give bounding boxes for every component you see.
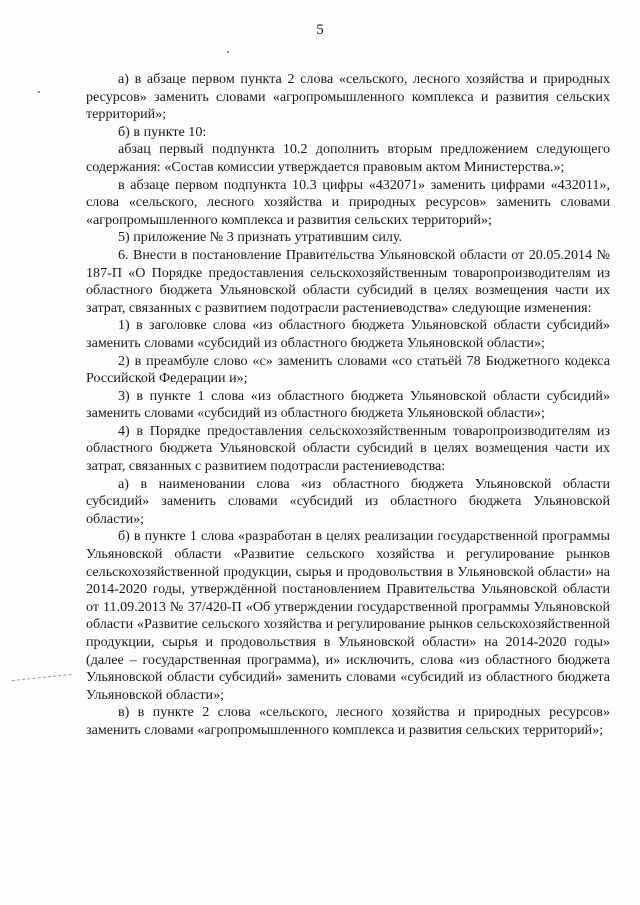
paragraph-item-6: 6. Внести в постановление Правительства Ульяновской области от 20.05.2014 № 187-П «О Порядке предоставления сельскохозяйственным товаропроизводителям из областного бюджета Ульяновской области субсидий в целях возмещения части их затрат, связанных с развитием подотрасли растениеводства» следующие изменения: <box>86 246 610 316</box>
paragraph-5b: б) в пункте 10: <box>118 123 207 140</box>
paragraph-6-4b: б) в пункте 1 слова «разработан в целях реализации государственной программы Ульяновской области «Развитие сельского хозяйства и регулирование рынков сельскохозяйственной продукции, сырья и продовольствия в Ульяновской области» на 2014-2020 годы, утверждённой постановлением Правительства Ульяновской области от 11.09.2013 № 37/420-П «Об утверждении государственной программы Ульяновской области «Развитие сельского хозяйства и регулирование рынков сельскохозяйственной продукции, сырья и продовольствия в Ульяновской области» на 2014-2020 годы» (далее – государственная программа), и» исключить, слова «из областного бюджета Ульяновской области субсидий» заменить словами «субсидий из областного бюджета Ульяновской области»; <box>86 528 610 703</box>
paragraph-6-3: 3) в пункте 1 слова «из областного бюджета Ульяновской области субсидий» заменить словами «субсидий из областного бюджета Ульяновской области»; <box>86 387 610 422</box>
paragraph-6-4a: а) в наименовании слова «из областного бюджета Ульяновской области субсидий» заменить словами «субсидий из областного бюджета Ульяновской области»; <box>86 475 610 527</box>
paragraph-10-2: абзац первый подпункта 10.2 дополнить вторым предложением следующего содержания: «Состав комиссии утверждается правовым актом Министерства.»; <box>86 141 610 175</box>
paragraph-item-5: 5) приложение № 3 признать утратившим силу. <box>118 229 403 246</box>
scan-speck <box>227 51 229 53</box>
page-number: 5 <box>316 22 324 38</box>
paragraph-6-1: 1) в заголовке слова «из областного бюджета Ульяновской области субсидий» заменить словами «субсидий из областного бюджета Ульяновской области»; <box>86 317 610 351</box>
paragraph-6-4: 4) в Порядке предоставления сельскохозяйственным товаропроизводителям из областного бюджета Ульяновской области субсидий в целях возмещения части их затрат, связанных с развитием подотрасли растениеводства: <box>86 422 610 475</box>
scan-speck <box>38 91 40 93</box>
paragraph-6-2: 2) в преамбуле слово «с» заменить словами «со статьёй 78 Бюджетного кодекса Российской Федерации и»; <box>86 352 610 387</box>
paragraph-5a: а) в абзаце первом пункта 2 слова «сельского, лесного хозяйства и природных ресурсов» заменить словами «агропромышленного комплекса и развития сельских территорий»; <box>86 71 610 123</box>
scan-margin-mark <box>12 674 72 687</box>
paragraph-6-4v: в) в пункте 2 слова «сельского, лесного хозяйства и природных ресурсов» заменить словами «агропромышленного комплекса и развития сельских территорий»; <box>86 704 610 738</box>
document-body <box>86 71 610 740</box>
paragraph-10-3: в абзаце первом подпункта 10.3 цифры «432071» заменить цифрами «432011», слова «сельского, лесного хозяйства и природных ресурсов» заменить словами «агропромышленного комплекса и развития сельских территорий»; <box>86 176 610 228</box>
